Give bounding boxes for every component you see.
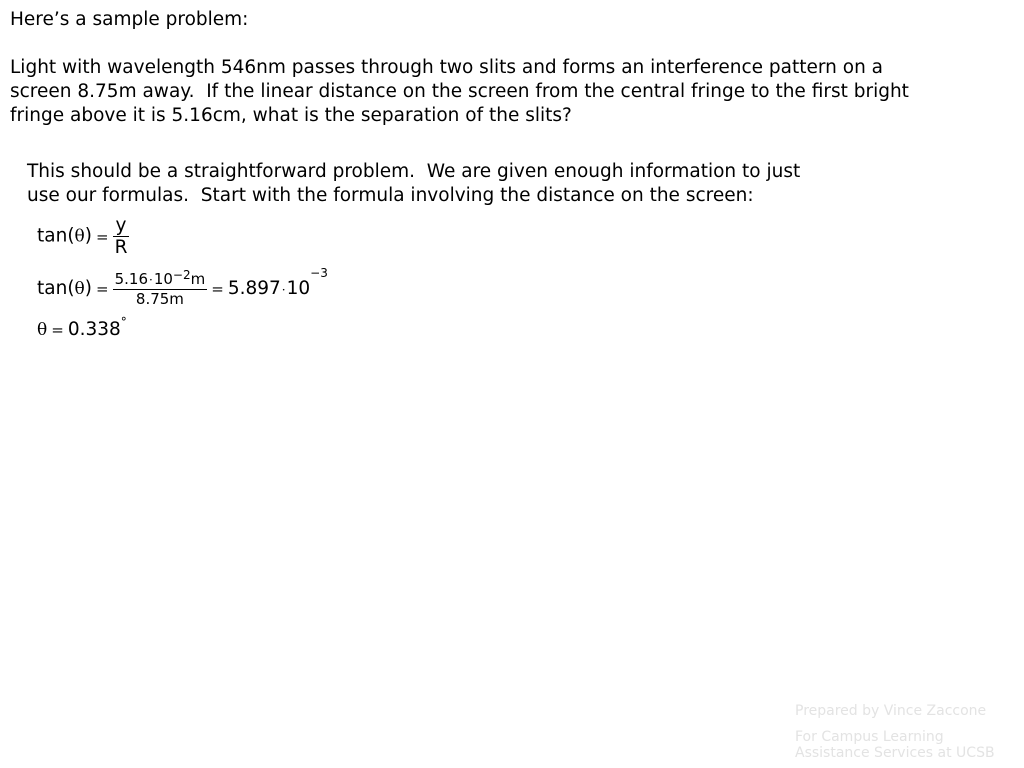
eq2-num-unit: m (190, 270, 206, 288)
eq1-numerator: y (113, 215, 130, 237)
equation-theta (37, 315, 127, 340)
eq1-fraction (113, 215, 130, 258)
eq2-result-dot: · (281, 283, 286, 297)
credits-footer (795, 703, 995, 761)
eq2-numerator (113, 270, 208, 290)
footer-line-1: Prepared by Vince Zaccone (795, 703, 987, 719)
eq2-equals-2: = (211, 280, 224, 298)
eq3-degree: ° (120, 315, 127, 329)
eq2-fraction (113, 270, 208, 308)
eq2-result-exponent: −3 (310, 266, 328, 280)
eq2-num-exponent: −2 (172, 268, 191, 282)
eq2-theta: θ (74, 279, 85, 299)
intro-line: Here’s a sample problem: (10, 9, 249, 30)
eq3-equals: = (51, 321, 64, 339)
equation-tan-value (37, 266, 328, 308)
footer-line-2: For Campus Learning (795, 729, 944, 745)
solution-text (27, 160, 800, 208)
eq2-num-base: 10 (153, 270, 173, 288)
eq2-equals: = (96, 280, 109, 298)
intro-text (10, 8, 248, 32)
equation-tan-ratio (37, 215, 129, 258)
eq1-theta: θ (74, 226, 85, 247)
solution-line: This should be a straightforward problem. We are given enough information to just (27, 161, 801, 182)
eq1-func: tan( (37, 225, 75, 247)
footer-line-3: Assistance Services at UCSB (795, 745, 995, 761)
eq1-equals: = (96, 227, 109, 246)
eq2-denominator: 8.75m (135, 290, 184, 308)
eq2-close: ) (84, 278, 93, 299)
eq2-num-mantissa: 5.16 (114, 270, 148, 288)
problem-line: fringe above it is 5.16cm, what is the separation of the slits? (10, 105, 572, 126)
eq2-result-mantissa: 5.897 (227, 278, 281, 299)
solution-line: use our formulas. Start with the formula involving the distance on the screen: (27, 185, 754, 206)
eq1-denominator: R (114, 237, 128, 258)
problem-line: Light with wavelength 546nm passes through two slits and forms an interference pattern on a (10, 57, 884, 78)
problem-statement (10, 56, 909, 128)
problem-line: screen 8.75m away. If the linear distance on the screen from the central fringe to the first bright (10, 81, 909, 102)
eq3-theta: θ (37, 320, 48, 340)
eq2-func: tan( (37, 278, 75, 299)
eq3-value: 0.338 (67, 319, 121, 340)
eq2-num-dot: · (149, 273, 153, 287)
eq2-result-base: 10 (286, 278, 311, 299)
eq1-close: ) (84, 225, 93, 247)
footer-spacer (795, 719, 995, 729)
